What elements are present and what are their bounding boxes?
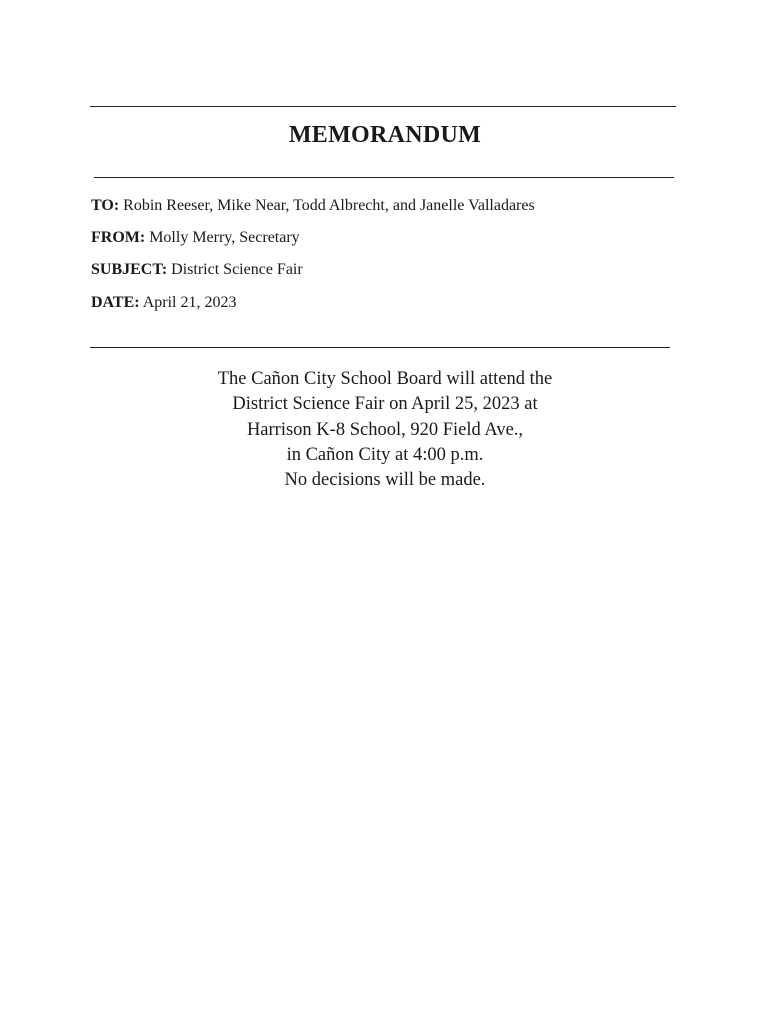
subject-label: SUBJECT: xyxy=(91,261,168,278)
memo-title: MEMORANDUM xyxy=(288,122,482,148)
memo-body xyxy=(0,367,770,493)
title-divider xyxy=(94,177,674,178)
date-field xyxy=(91,294,237,312)
body-line: District Science Fair on April 25, 2023 at xyxy=(232,394,538,415)
subject-field xyxy=(91,261,303,279)
to-field xyxy=(91,197,535,215)
from-value: Molly Merry, Secretary xyxy=(149,229,300,246)
header-divider xyxy=(90,347,670,348)
from-field xyxy=(91,229,300,247)
top-divider xyxy=(90,106,676,107)
from-label: FROM: xyxy=(91,229,146,246)
date-value: April 21, 2023 xyxy=(142,294,237,311)
body-line: Harrison K-8 School, 920 Field Ave., xyxy=(246,419,524,440)
body-line: The Cañon City School Board will attend the xyxy=(217,369,553,389)
body-line: No decisions will be made. xyxy=(284,470,486,491)
date-label: DATE: xyxy=(91,294,140,311)
subject-value: District Science Fair xyxy=(171,261,303,278)
body-line: in Cañon City at 4:00 p.m. xyxy=(286,444,484,465)
to-label: TO: xyxy=(91,197,120,214)
to-value: Robin Reeser, Mike Near, Todd Albrecht, and Janelle Valladares xyxy=(123,197,535,214)
